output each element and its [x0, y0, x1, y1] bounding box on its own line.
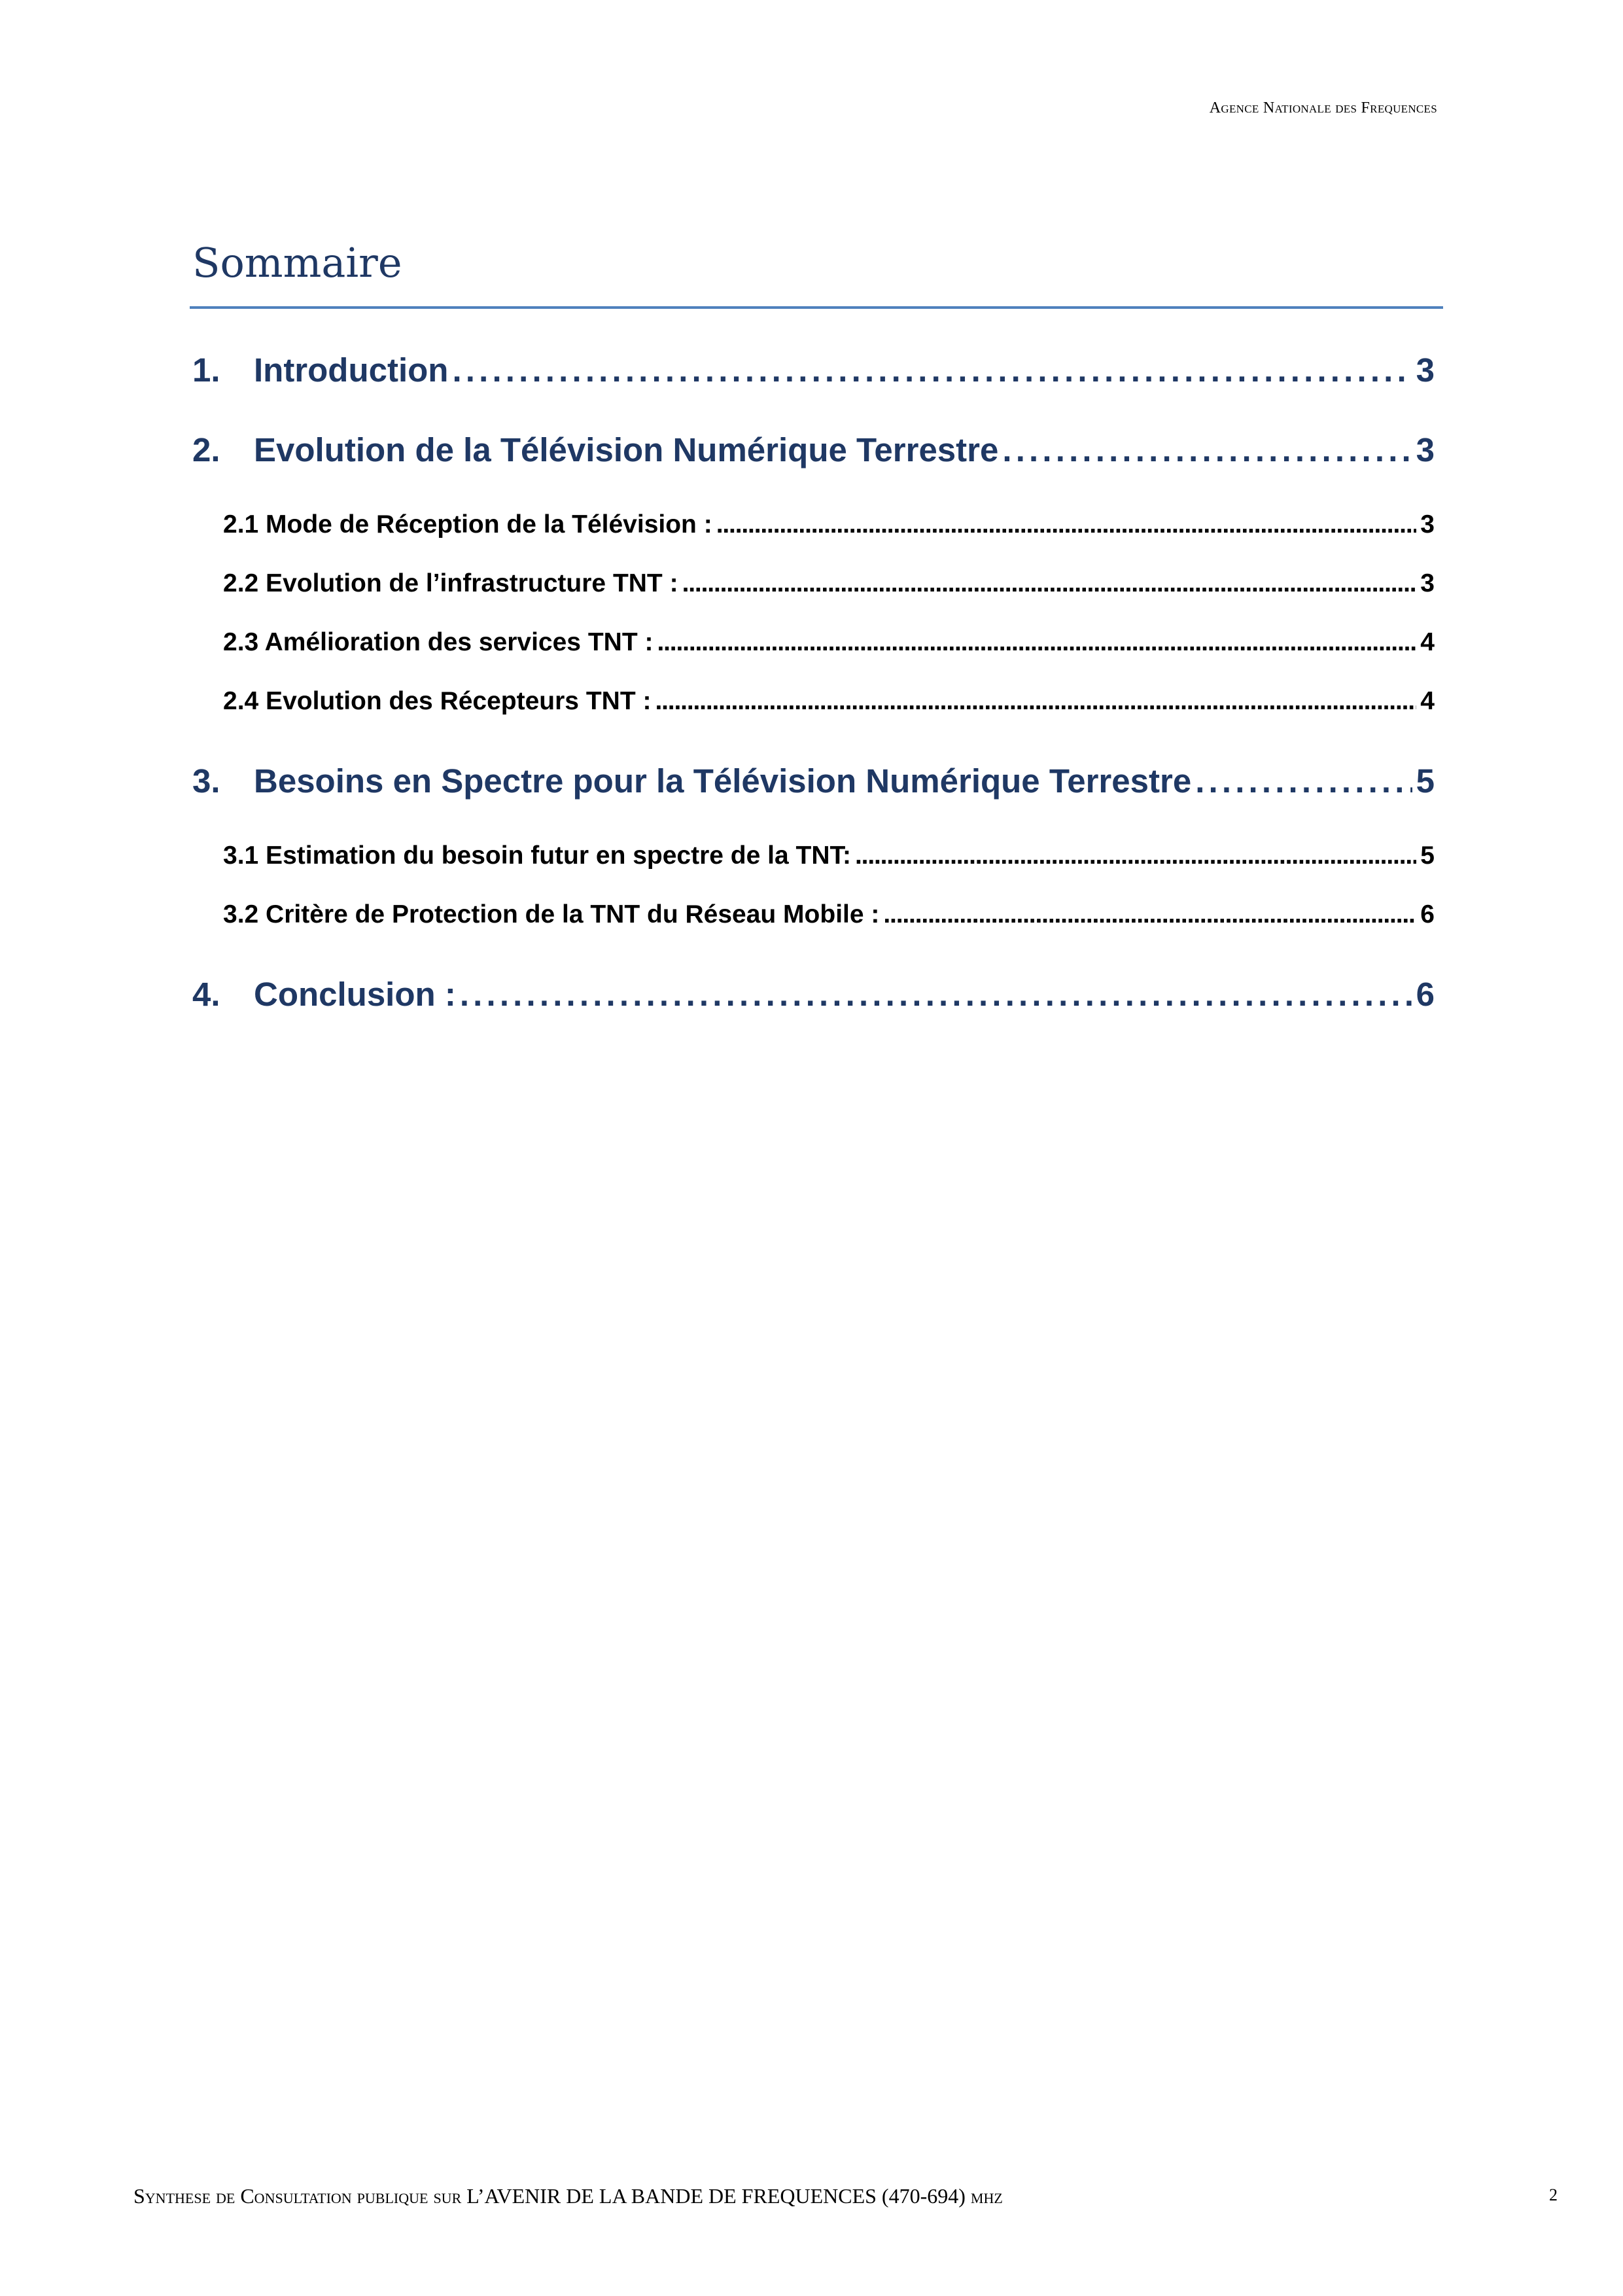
title-underline — [190, 306, 1443, 309]
toc-entry-estimation-besoin[interactable] — [223, 841, 1435, 874]
toc-entry-text: 3.2 Critère de Protection de la TNT du Réseau Mobile : — [223, 900, 880, 928]
toc-entry-page: 3 — [1416, 351, 1435, 389]
toc-entry-text: 2.3 Amélioration des services TNT : — [223, 628, 654, 656]
toc-entry-evolution-infrastructure[interactable] — [223, 569, 1435, 602]
toc-entry-conclusion[interactable] — [192, 975, 1435, 1017]
toc-entry-text: 2.2 Evolution de l’infrastructure TNT : — [223, 569, 678, 597]
dot-leader — [1002, 431, 1412, 469]
dot-leader — [657, 628, 1416, 657]
toc-entry-page: 4 — [1420, 628, 1435, 656]
toc-entry-number: 1. — [192, 351, 220, 389]
dot-leader — [855, 841, 1416, 870]
dot-leader — [655, 687, 1416, 716]
running-footer: Synthese de Consultation publique sur L’AVENIR DE LA BANDE DE FREQUENCES (470-694) mhz — [133, 2184, 1003, 2208]
toc-entry-number: 4. — [192, 976, 220, 1013]
toc-entry-number: 2. — [192, 431, 220, 468]
toc-entry-page: 5 — [1416, 762, 1435, 800]
dot-leader — [1195, 762, 1412, 800]
toc-entry-page: 3 — [1416, 431, 1435, 468]
toc-entry-besoins-spectre[interactable] — [192, 762, 1435, 804]
dot-leader — [460, 975, 1412, 1014]
toc-entry-page: 3 — [1420, 510, 1435, 539]
toc-entry-page: 5 — [1420, 841, 1435, 870]
toc-entry-text: Conclusion : — [254, 976, 456, 1013]
toc-entry-text: Evolution de la Télévision Numérique Terrestre — [254, 431, 999, 468]
dot-leader — [716, 510, 1417, 539]
toc-entry-number: 3. — [192, 762, 220, 800]
toc-entry-evolution-recepteurs[interactable] — [223, 687, 1435, 720]
toc-entry-introduction[interactable] — [192, 351, 1435, 393]
toc-entry-critere-protection[interactable] — [223, 900, 1435, 933]
toc-entry-text: 3.1 Estimation du besoin futur en spectre de la TNT: — [223, 841, 851, 870]
toc-entry-text: 2.4 Evolution des Récepteurs TNT : — [223, 687, 652, 715]
toc-entry-page: 6 — [1416, 976, 1435, 1013]
toc-entry-mode-reception[interactable] — [223, 510, 1435, 543]
running-header: Agence Nationale des Frequences — [1209, 99, 1437, 116]
toc-entry-amelioration-services[interactable] — [223, 628, 1435, 661]
dot-leader — [883, 900, 1416, 929]
toc-title: Sommaire — [192, 239, 402, 287]
toc-entry-text: Besoins en Spectre pour la Télévision Numérique Terrestre — [254, 762, 1192, 800]
toc-entry-page: 3 — [1420, 569, 1435, 597]
toc-entry-page: 4 — [1420, 687, 1435, 715]
toc-entry-text: Introduction — [254, 351, 449, 389]
toc-entry-page: 6 — [1420, 900, 1435, 928]
dot-leader — [682, 569, 1417, 598]
page-number: 2 — [1549, 2185, 1558, 2204]
toc-entry-evolution-tnt[interactable] — [192, 431, 1435, 472]
dot-leader — [452, 351, 1412, 389]
toc-entry-text: 2.1 Mode de Réception de la Télévision : — [223, 510, 712, 539]
